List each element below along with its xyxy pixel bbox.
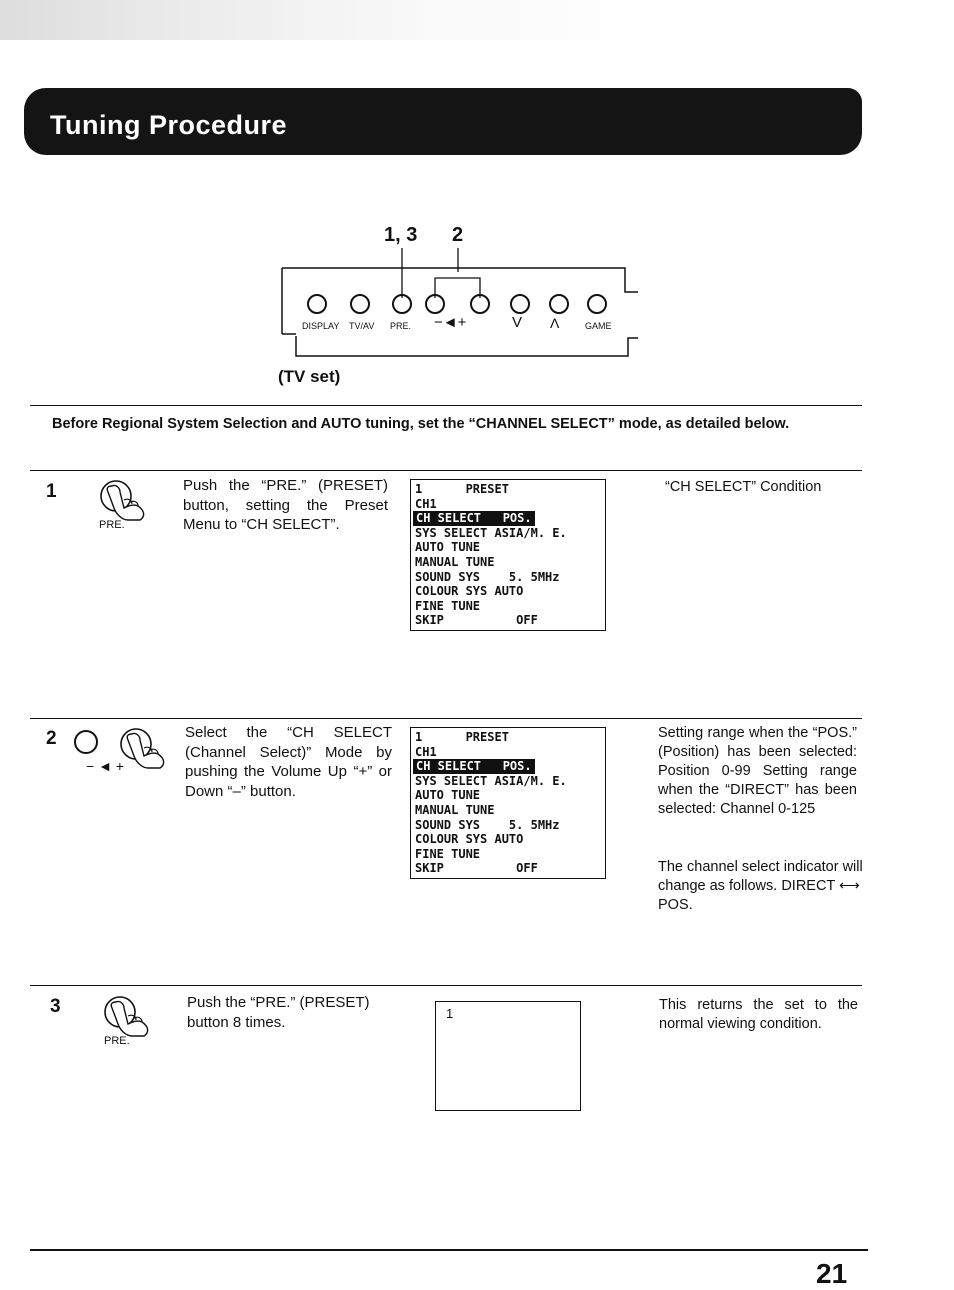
- osd-row: FINE TUNE: [415, 846, 481, 861]
- hand-press-icon: [98, 994, 156, 1038]
- step-1-number: 1: [46, 481, 57, 502]
- osd-row: AUTO TUNE: [415, 540, 481, 555]
- button-label-display: DISPLAY: [302, 321, 340, 331]
- button-label-tvav: TV/AV: [349, 321, 375, 331]
- button-label-pre: PRE.: [390, 321, 412, 331]
- button-label-ch-up: Λ: [550, 315, 560, 331]
- scan-noise: [0, 0, 954, 40]
- tv-screen-box: [435, 1001, 581, 1111]
- osd-row: 1 PRESET: [415, 482, 509, 496]
- button-label-game: GAME: [585, 321, 612, 331]
- osd-row-highlighted: CH SELECT POS.: [413, 759, 535, 774]
- osd-row: SYS SELECT ASIA/M. E.: [415, 525, 567, 540]
- figure-label-2: 2: [452, 224, 464, 246]
- button-label-ch-down: V: [512, 314, 523, 331]
- step-2-divider: [30, 718, 862, 719]
- footer-rule: [30, 1249, 868, 1251]
- step-3-icon-label: PRE.: [104, 1035, 130, 1047]
- osd-row: AUTO TUNE: [415, 788, 481, 803]
- intro-text: Before Regional System Selection and AUTO tuning, set the “CHANNEL SELECT” mode, as detailed below.: [52, 416, 790, 432]
- step-2-osd-menu: [410, 727, 606, 879]
- step-1-note: “CH SELECT” Condition: [665, 479, 822, 495]
- osd-row: 1 PRESET: [415, 730, 509, 744]
- osd-row: SOUND SYS 5. 5MHz: [415, 817, 560, 832]
- step-1-icon-label: PRE.: [99, 519, 125, 531]
- step-2-note-indicator: The channel select indicator will change as follows. DIRECT ⟷ POS.: [658, 859, 863, 913]
- step-2-text: Select the “CH SELECT (Channel Select)” Mode by pushing the Volume Up “+” or Down “–” button.: [185, 724, 392, 800]
- step-3-text: Push the “PRE.” (PRESET) button 8 times.: [187, 994, 370, 1031]
- step-3-note: This returns the set to the normal viewing condition.: [659, 997, 858, 1032]
- channel-display: 1: [446, 1006, 454, 1021]
- osd-row: SYS SELECT ASIA/M. E.: [415, 773, 567, 788]
- osd-row: FINE TUNE: [415, 598, 481, 613]
- step-1-divider: [30, 470, 862, 471]
- step-3-divider: [30, 985, 862, 986]
- step-2-number: 2: [46, 728, 57, 749]
- page-number: 21: [816, 1258, 848, 1289]
- button-label-volume: −◄+: [434, 314, 467, 331]
- step-2-note: Setting range when the “POS.” (Position) has been selected: Position 0-99 Setting range when the “DIRECT” has been selected: Channel 0-125: [658, 725, 857, 817]
- step-3-number: 3: [50, 996, 61, 1017]
- tv-panel-drawing: [270, 246, 650, 366]
- osd-row: SOUND SYS 5. 5MHz: [415, 569, 560, 584]
- step-2-icon-label: − ◄ +: [86, 758, 124, 774]
- osd-row: SKIP OFF: [415, 613, 538, 628]
- osd-row-highlighted: CH SELECT POS.: [413, 511, 535, 526]
- osd-row: COLOUR SYS AUTO: [415, 832, 524, 847]
- figure-label-1-3: 1, 3: [384, 224, 418, 246]
- osd-row: MANUAL TUNE: [415, 802, 495, 817]
- osd-row: SKIP OFF: [415, 861, 538, 876]
- figure-caption: (TV set): [278, 367, 341, 386]
- step-1-text: Push the “PRE.” (PRESET) button, setting the Preset Menu to “CH SELECT”.: [183, 477, 388, 533]
- osd-row: CH1: [415, 744, 437, 759]
- hand-press-icon: [94, 478, 152, 522]
- osd-row: MANUAL TUNE: [415, 554, 495, 569]
- step-1-osd-menu: [410, 479, 606, 631]
- page-title: Tuning Procedure: [50, 110, 288, 140]
- divider: [30, 405, 862, 406]
- osd-row: COLOUR SYS AUTO: [415, 584, 524, 599]
- osd-row: CH1: [415, 496, 437, 511]
